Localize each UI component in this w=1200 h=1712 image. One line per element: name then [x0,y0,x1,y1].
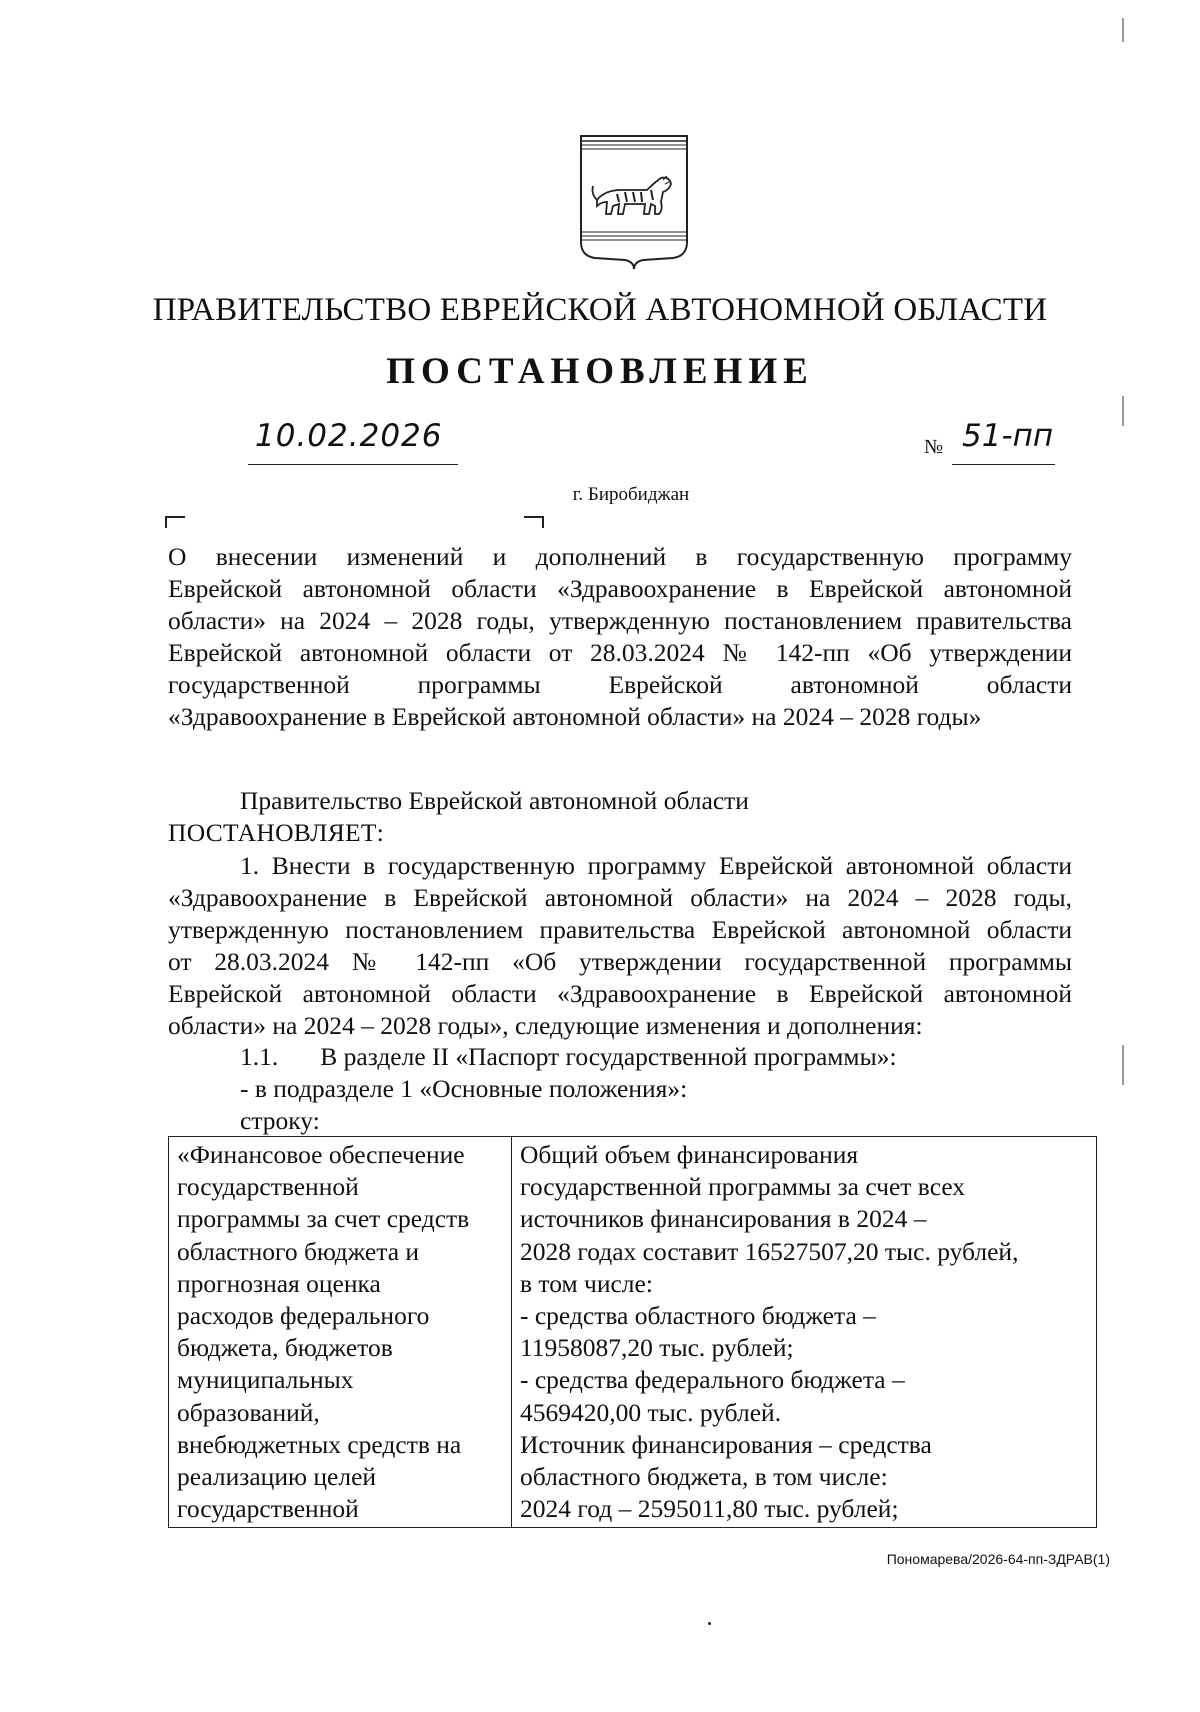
document-number: 51-пп [962,418,1054,454]
document-type-heading: ПОСТАНОВЛЕНИЕ [386,351,814,392]
table-cell-line: государственной [177,1494,359,1524]
subject-corner-mark-left [165,516,185,528]
paragraph-line: 1. Внести в государственную программу Еврейской автономной области [240,851,1072,880]
city-name: г. Биробиджан [572,484,690,505]
paragraph-line: области» на 2024 – 2028 годы», следующие изменения и дополнения: [168,1011,923,1040]
table-cell-line: программы за счет средств [177,1204,470,1234]
document-date: 10.02.2026 [255,418,443,454]
table-cell-line: муниципальных [177,1365,354,1395]
government-name: Правительство Еврейской автономной области [240,786,749,815]
paragraph-line: утвержденную постановлением правительства Еврейской автономной области [168,915,1072,944]
paragraph-line: Еврейской автономной области «Здравоохранение в Еврейской автономной [168,979,1072,1008]
subject-line: «Здравоохранение в Еврейской автономной области» на 2024 – 2028 годы» [168,702,982,731]
table-cell-line: в том числе: [520,1268,653,1298]
table-cell-line: бюджета, бюджетов [177,1333,393,1363]
table-cell-line: государственной программы за счет всех [520,1172,966,1202]
table-cell-line: - средства областного бюджета – [520,1301,876,1331]
table-row [169,1137,1097,1528]
paragraph-1-1-text: В разделе II «Паспорт государственной программы»: [320,1042,897,1071]
scan-dot [708,1622,711,1625]
table-cell-line: 11958087,20 тыс. рублей; [520,1333,794,1363]
subsection-line: - в подразделе 1 «Основные положения»: [240,1074,688,1103]
table-cell-line: государственной [177,1172,359,1202]
scan-edge-mark [1122,396,1124,426]
subject-line: области» на 2024 – 2028 годы, утвержденную постановлением правительства [168,606,1072,635]
scan-edge-mark [1122,1045,1124,1085]
document-subject [168,541,1072,733]
subject-corner-mark-right [524,516,544,528]
resolves-heading: ПОСТАНОВЛЯЕТ: [168,818,385,847]
organization-title: ПРАВИТЕЛЬСТВО ЕВРЕЙСКОЙ АВТОНОМНОЙ ОБЛАСТИ [152,292,1048,328]
paragraph-1-1 [240,1042,897,1072]
row-label: строку: [240,1106,320,1135]
table-cell-line: Источник финансирования – средства [520,1429,932,1459]
subject-line: О внесении изменений и дополнений в государственную программу [168,542,1072,571]
table-cell-line: расходов федерального [177,1301,430,1331]
coat-of-arms-emblem [577,132,691,272]
table-cell-line: внебюджетных средств на [177,1429,462,1459]
paragraph-line: от 28.03.2024 № 142-пп «Об утверждении государственной программы [168,947,1072,976]
table-cell-line: источников финансирования в 2024 – [520,1204,927,1234]
subject-line: государственной программы Еврейской автономной области [168,670,1072,699]
table-cell-left [169,1137,512,1528]
table-cell-right [512,1137,1097,1528]
subject-line: Еврейской автономной области «Здравоохранение в Еврейской автономной [168,574,1072,603]
table-cell-line: Общий объем финансирования [520,1140,859,1169]
subject-line: Еврейской автономной области от 28.03.2024 № 142-пп «Об утверждении [168,638,1072,667]
financing-table [168,1136,1097,1528]
paragraph-line: «Здравоохранение в Еврейской автономной области» на 2024 – 2028 годы, [168,883,1072,912]
table-cell-line: 2024 год – 2595011,80 тыс. рублей; [520,1494,899,1524]
scan-edge-mark [1122,18,1124,42]
table-cell-line: реализацию целей [177,1462,377,1492]
paragraph-1 [168,850,1072,1042]
number-sign: № [924,436,944,458]
table-cell-line: 4569420,00 тыс. рублей. [520,1397,782,1427]
table-cell-line: областного бюджета, в том числе: [520,1462,888,1492]
table-cell-line: «Финансовое обеспечение [177,1140,465,1169]
paragraph-1-1-number: 1.1. [240,1042,279,1071]
table-cell-line: прогнозная оценка [177,1268,381,1298]
table-cell-line: областного бюджета и [177,1236,420,1266]
table-cell-line: образований, [177,1397,320,1427]
footer-document-code: Пономарева/2026-64-пп-ЗДРАВ(1) [886,1551,1110,1567]
table-cell-line: - средства федерального бюджета – [520,1365,905,1395]
table-cell-line: 2028 годах составит 16527507,20 тыс. рублей, [520,1236,1019,1266]
